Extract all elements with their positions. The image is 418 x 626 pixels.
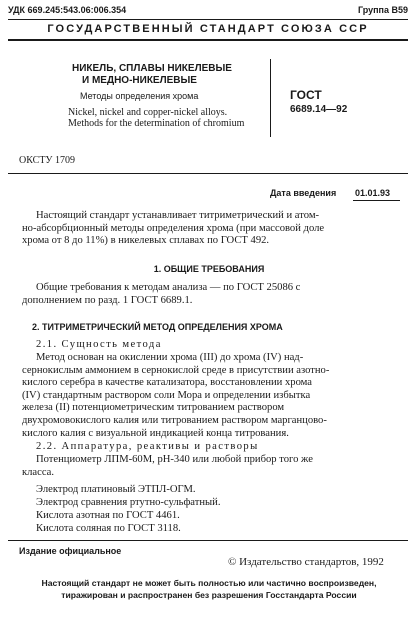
okstu-rule (8, 173, 408, 174)
copyright-notice: © Издательство стандартов, 1992 (228, 556, 384, 568)
subsection-2-1-heading: 2.1. Сущность метода (36, 339, 162, 350)
header-bottom-rule (8, 39, 408, 41)
footer-rule (8, 540, 408, 541)
state-standard-heading: ГОСУДАРСТВЕННЫЙ СТАНДАРТ СОЮЗА ССР (47, 23, 369, 35)
official-edition-label: Издание официальное (19, 546, 122, 556)
subsection-2-1-paragraph: Метод основан на окислении хрома (III) до хрома (IV) над- сернокислым аммонием в сернокислой среде в присутствии азотно- кислого серебра в качестве катализатора, восстановлении хрома (IV) стандартным раствором соли Мора и определении избытка железа (II) потенциометрическим титрованием раствором двухромовокислого калия или титрованием раствором марганцово- кислого калия с визуальной индикацией конца титрования. (22, 352, 330, 439)
gost-box-divider (270, 59, 271, 137)
reproduction-notice-line-2: тиражирован и распространен без разрешения Госстандарта России (61, 590, 357, 600)
udk-code: УДК 669.245:543.06:006.354 (8, 5, 127, 15)
title-line-2: И МЕДНО-НИКЕЛЕВЫЕ (82, 75, 197, 86)
intro-date-value: 01.01.93 (355, 188, 391, 198)
section-1-heading: 1. ОБЩИЕ ТРЕБОВАНИЯ (153, 264, 265, 274)
subsection-2-2-heading: 2.2. Аппаратура, реактивы и растворы (36, 441, 259, 452)
title-subtitle: Методы определения хрома (80, 91, 199, 101)
equipment-item: Электрод платиновый ЭТПЛ-ОГМ. (36, 484, 196, 495)
section-1-paragraph: Общие требования к методам анализа — по ГОСТ 25086 с дополнением по разд. 1 ГОСТ 6689.1. (22, 282, 301, 306)
group-code: Группа В59 (357, 5, 408, 15)
equipment-item: Кислота соляная по ГОСТ 3118. (36, 523, 181, 534)
english-title-line-1: Nickel, nickel and copper-nickel alloys. (68, 107, 228, 118)
section-2-heading: 2. ТИТРИМЕТРИЧЕСКИЙ МЕТОД ОПРЕДЕЛЕНИЯ ХРОМА (32, 322, 283, 332)
title-line-1: НИКЕЛЬ, СПЛАВЫ НИКЕЛЕВЫЕ (72, 63, 232, 74)
intro-paragraph: Настоящий стандарт устанавливает титриметрический и атом- но-абсорбционный методы определения хрома (при массовой доле хрома от 8 до 11%) в никелевых сплавах по ГОСТ 492. (22, 210, 325, 247)
equipment-item: Электрод сравнения ртутно-сульфатный. (36, 497, 221, 508)
gost-number: 6689.14—92 (290, 104, 348, 115)
gost-label: ГОСТ (290, 88, 322, 102)
english-title-line-2: Methods for the determination of chromium (68, 118, 245, 129)
intro-date-label: Дата введения (270, 188, 337, 198)
equipment-item: Кислота азотная по ГОСТ 4461. (36, 510, 180, 521)
intro-date-underline (353, 200, 400, 201)
subsection-2-2-paragraph: Потенциометр ЛПМ-60М, рН-340 или любой прибор того же класса. (22, 454, 313, 478)
okstu-code: ОКСТУ 1709 (19, 155, 76, 166)
header-top-rule (8, 19, 408, 20)
reproduction-notice-line-1: Настоящий стандарт не может быть полностью или частично воспроизведен, (41, 578, 377, 588)
